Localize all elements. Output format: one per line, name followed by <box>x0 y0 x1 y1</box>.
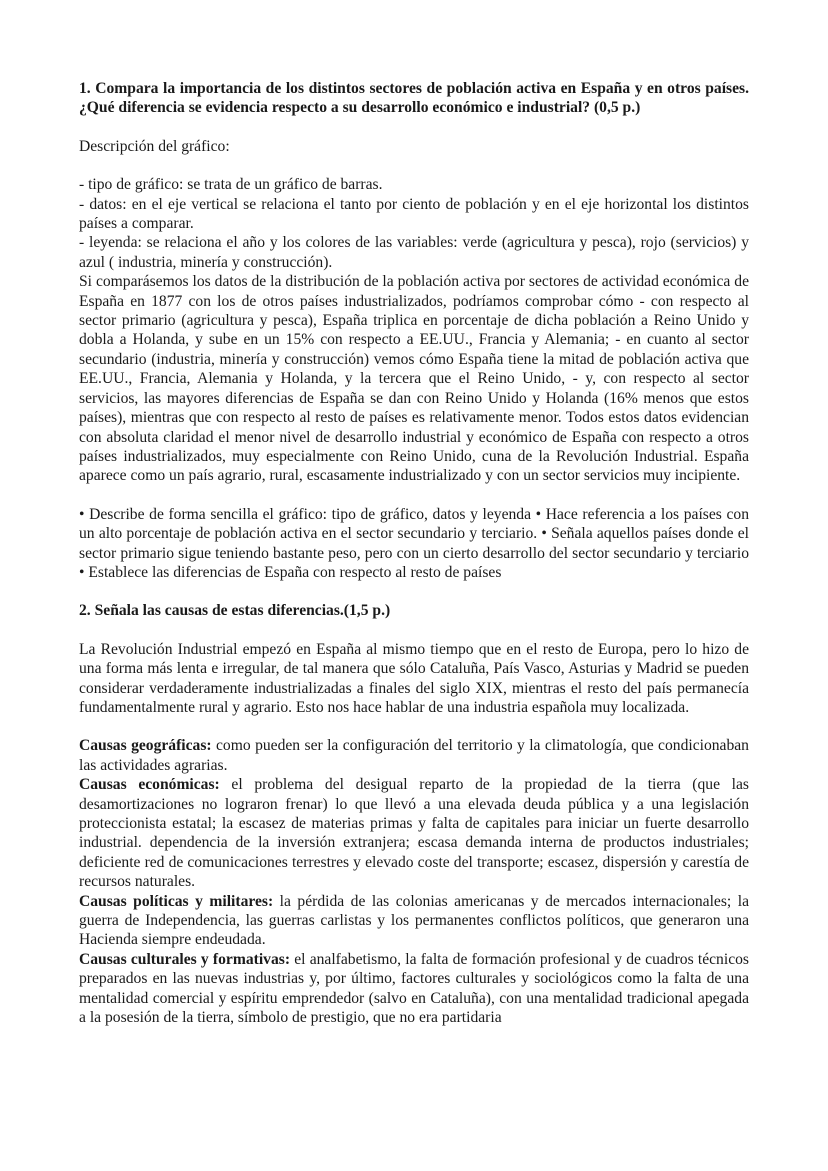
cause-label: Causas económicas: <box>79 776 220 794</box>
cause-text: como pueden ser la configuración del territorio y la climatología, que condicionaban las actividades agrarias. <box>79 737 749 774</box>
industrial-revolution-intro: La Revolución Industrial empezó en España al mismo tiempo que en el resto de Europa, pero lo hizo de una forma más lenta e irregular, de tal manera que sólo Cataluña, País Vasco, Asturias y Madrid se pueden considerar verdaderamente industrializadas a finales del siglo XIX, mientras el resto del país permanecía fundamentalmente rural y agrario. Esto nos hace hablar de una industria española muy localizada. <box>79 640 749 716</box>
cause-label: Causas culturales y formativas: <box>79 950 291 968</box>
question-1-heading: 1. Compara la importancia de los distintos sectores de población activa en España y en otros países. ¿Qué diferencia se evidencia respecto a su desarrollo económico e industrial? (0,5 p.) <box>79 80 749 117</box>
cause-label: Causas geográficas: <box>79 737 212 755</box>
cause-cultural-educational <box>79 950 749 1028</box>
cause-text: la pérdida de las colonias americanas y de mercados internacionales; la guerra de Independencia, las guerras carlistas y los permanentes conflictos políticos, que generaron una Hacienda siempre endeudada. <box>79 892 749 949</box>
cause-text: el problema del desigual reparto de la propiedad de la tierra (que las desamortizaciones no lograron frenar) lo que llevó a una elevada deuda pública y a una legislación proteccionista estatal; la escasez de materias primas y falta de capitales para iniciar un fuerte desarrollo industrial. dependencia de la inversión extranjera; escasa demanda interna de productos industriales; deficiente red de comunicaciones terrestres y elevado coste del transporte; escasez, dispersión y carestía de recursos naturales. <box>79 776 749 891</box>
cause-geographic <box>79 736 749 775</box>
cause-label: Causas políticas y militares: <box>79 892 274 910</box>
cause-economic <box>79 775 749 891</box>
chart-legend-line: - leyenda: se relaciona el año y los colores de las variables: verde (agricultura y pesca), rojo (servicios) y azul ( industria, minería y construcción). <box>79 234 749 271</box>
grading-guidelines: • Describe de forma sencilla el gráfico: tipo de gráfico, datos y leyenda • Hace referencia a los países con un alto porcentaje de población activa en el sector secundario y terciario. • Señala aquellos países donde el sector primario sigue teniendo bastante peso, pero con un cierto desarrollo del sector secundario y terciario • Establece las diferencias de España con respecto al resto de países <box>79 505 749 581</box>
question-2-heading: 2. Señala las causas de estas diferencias.(1,5 p.) <box>79 602 391 620</box>
document-page <box>79 79 749 1027</box>
chart-description-heading: Descripción del gráfico: <box>79 137 230 155</box>
chart-type-line: - tipo de gráfico: se trata de un gráfico de barras. <box>79 176 383 194</box>
cause-text: el analfabetismo, la falta de formación profesional y de cuadros técnicos preparados en las nuevas industrias y, por último, factores culturales y sociológicos como la falta de una mentalidad comercial y espíritu emprendedor (salvo en Cataluña), con una mentalidad tradicional apegada a la posesión de la tierra, símbolo de prestigio, que no era partidaria <box>79 950 749 1027</box>
cause-political-military <box>79 892 749 950</box>
chart-data-line: - datos: en el eje vertical se relaciona el tanto por ciento de población y en el eje horizontal los distintos países a comparar. <box>79 195 749 233</box>
comparison-paragraph: Si comparásemos los datos de la distribución de la población activa por sectores de actividad económica de España en 1877 con los de otros países industrializados, podríamos comprobar cómo - con respecto al sector primario (agricultura y pesca), España triplica en porcentaje de dicha población a Reino Unido y dobla a Holanda, y sube en un 15% con respecto a EE.UU., Francia y Alemania; - en cuanto al sector secundario (industria, minería y construcción) vemos cómo España tiene la mitad de población activa que EE.UU., Francia, Alemania y Holanda, y la tercera que el Reino Unido, - y, con respecto al sector servicios, las mayores diferencias de España se dan con Reino Unido y Holanda (16% menos que estos países), mientras que con respecto al resto de países es relativamente menor. Todos estos datos evidencian con absoluta claridad el menor nivel de desarrollo industrial y económico de España con respecto a otros países industrializados, muy especialmente con Reino Unido, cuna de la Revolución Industrial. España aparece como un país agrario, rural, escasamente industrializado y con un sector servicios muy incipiente. <box>79 273 749 485</box>
